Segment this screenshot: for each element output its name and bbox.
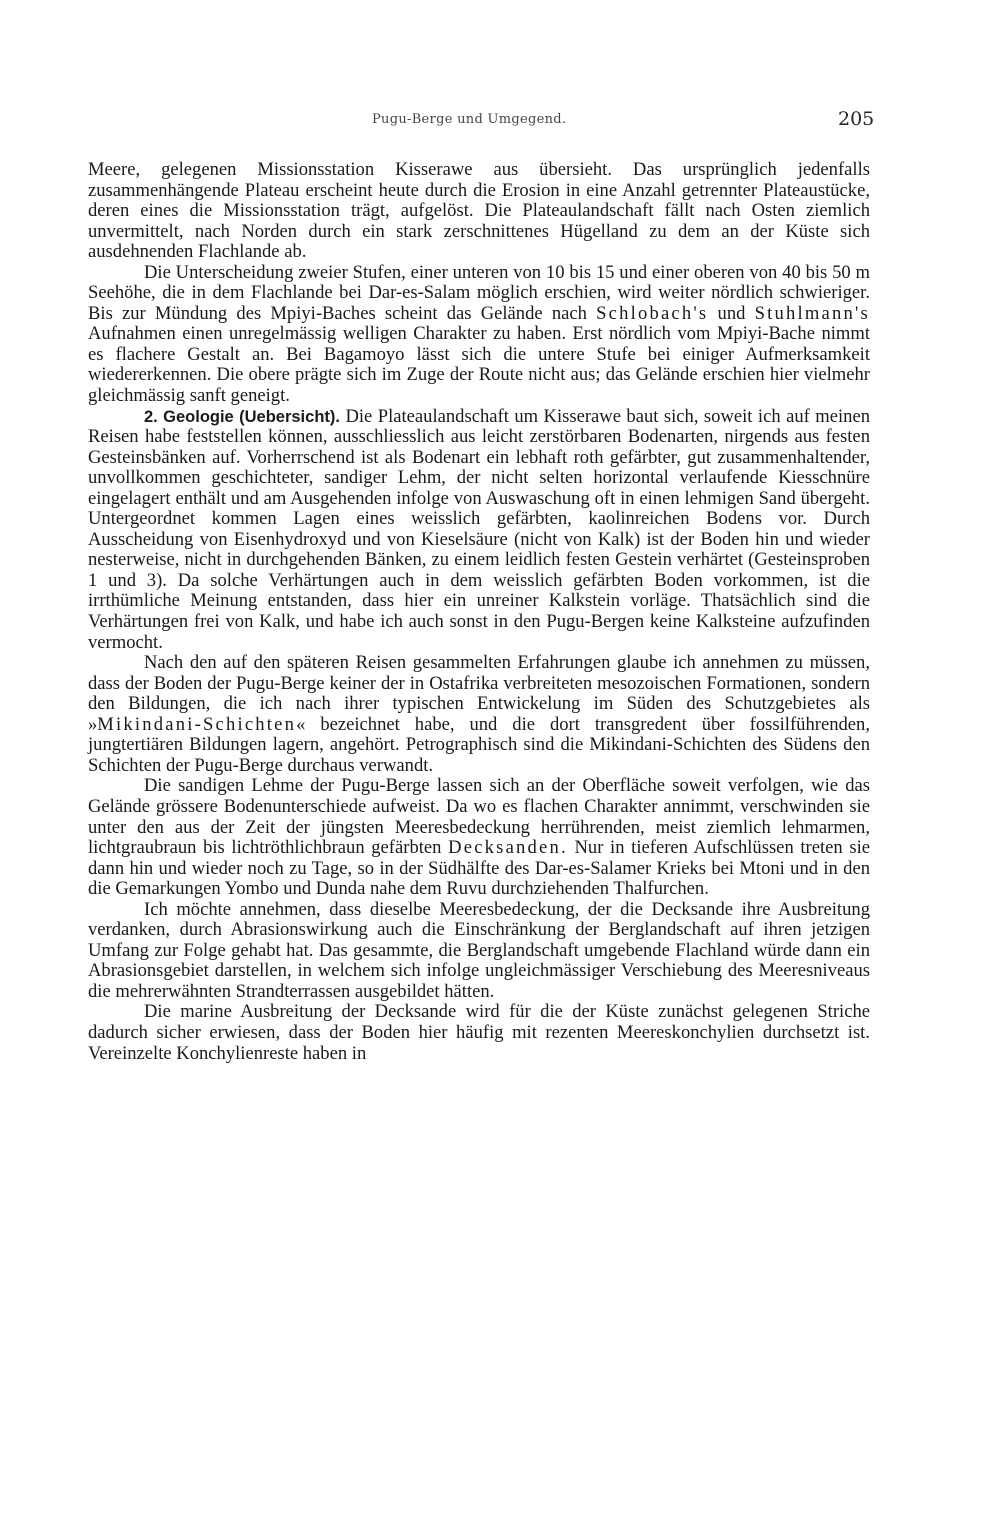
paragraph-text: Ich möchte annehmen, dass dieselbe Meeresbedeckung, der die Decksande ihre Ausbreitung verdanken, durch Abrasionswirkung auch die Einschränkung der Berglandschaft auf ihren jetzigen Umfang zur Folge gehabt hat. Das gesammte, die Berglandschaft umgebende Flachland würde dann ein Abrasionsgebiet darstellen, in welchem sich infolge ungleichmässiger Verschiebung des Meeresniveaus die mehrerwähnten Strandterrassen ausgebildet hätten. bbox=[88, 898, 870, 1002]
paragraph-text: Nur in tieferen Aufschlüssen treten sie dann hin und wieder noch zu Tage, so in der Südhälfte des Dar-es-Salamer Krieks bei Mtoni und in den die Gemarkungen Yombo und Dunda nahe dem Ruvu durchziehenden Thalfurchen. bbox=[88, 837, 871, 900]
running-title: Pugu-Berge und Umgegend. bbox=[372, 112, 567, 127]
section-heading: 2. Geologie (Uebersicht). bbox=[144, 407, 340, 426]
paragraph-1 bbox=[88, 160, 870, 263]
spaced-term: Decksanden. bbox=[448, 837, 568, 859]
paragraph-text: Die sandigen Lehme der Pugu-Berge lassen sich an der Oberfläche soweit verfolgen, wie das Gelände grössere Bodenunterschiede aufweist. Da wo es flachen Charakter annimmt, verschwinden sie unter den aus der Zeit der jüngsten Meeresbedeckung herrührenden, meist ziemlich lehmarmen, lichtgraubraun bis lichtröthlichbraun gefärbten bbox=[88, 775, 870, 859]
paragraph-text: Aufnahmen einen unregelmässig welligen Charakter zu haben. Erst nördlich vom Mpiyi-Bache nimmt es flachere Gestalt an. Bei Bagamoyo lässt sich die untere Stufe bei einiger Aufmerksamkeit wiedererkennen. Die obere prägte sich im Zuge der Route nicht aus; das Gelände erschien hier vielmehr gleichmässig sanft geneigt. bbox=[88, 323, 870, 407]
body-text bbox=[88, 160, 870, 1064]
paragraph-text: und bbox=[717, 302, 746, 324]
paragraph-text: Meere, gelegenen Missionsstation Kisserawe aus übersieht. Das ursprünglich jedenfalls zusammenhängende Plateau erscheint heute durch die Erosion in eine Anzahl getrennter Plateaustücke, deren eines die Missionsstation trägt, aufgelöst. Die Plateaulandschaft fällt nach Osten ziemlich unvermittelt, nach Norden durch ein stark zerschnittenes Hügelland zu dem an der Küste sich ausdehnenden Flachlande ab. bbox=[88, 159, 870, 263]
page-header bbox=[0, 108, 1000, 132]
spaced-name: Stuhlmann's bbox=[754, 302, 870, 324]
paragraph-text: Die marine Ausbreitung der Decksande wird für die der Küste zunächst gelegenen Striche dadurch sicher erwiesen, dass der Boden hier häufig mit rezenten Meereskonchylien durchsetzt ist. Vereinzelte Konchylienreste haben in bbox=[88, 1001, 870, 1064]
spaced-term: Mikindani-Schichten bbox=[97, 713, 297, 735]
paragraph-3 bbox=[88, 407, 870, 654]
paragraph-4 bbox=[88, 653, 870, 776]
paragraph-text: « bezeichnet habe, und die dort transgredent über fossilführenden, jungtertiären Bildungen lagern, angehört. Petrographisch sind die Mikindani-Schichten des Südens den Schichten der Pugu-Berge durchaus verwandt. bbox=[88, 713, 870, 776]
paragraph-7 bbox=[88, 1002, 870, 1064]
page-number: 205 bbox=[838, 108, 875, 130]
paragraph-2 bbox=[88, 263, 870, 407]
paragraph-6 bbox=[88, 900, 870, 1003]
paragraph-5 bbox=[88, 776, 870, 899]
paragraph-text: Die Unterscheidung zweier Stufen, einer unteren von 10 bis 15 und einer oberen von 40 bis 50 m Seehöhe, die in dem Flachlande bei Dar-es-Salam möglich erschien, wird weiter nördlich schwieriger. Bis zur Mündung des Mpiyi-Baches scheint das Gelände nach bbox=[88, 261, 870, 324]
paragraph-text: Nach den auf den späteren Reisen gesammelten Erfahrungen glaube ich annehmen zu müssen, dass der Boden der Pugu-Berge keiner der in Ostafrika verbreiteten mesozoischen Formationen, sondern den Bildungen, die ich nach ihrer typischen Entwickelung im Süden des Schutzgebietes als » bbox=[88, 652, 870, 735]
paragraph-text: Die Plateaulandschaft um Kisserawe baut sich, soweit ich auf meinen Reisen habe feststellen können, ausschliesslich aus leicht zerstörbaren Bodenarten, nirgends aus festen Gesteinsbänken auf. Vorherrschend ist als Bodenart ein lebhaft roth gefärbter, gut zusammenhaltender, unvollkommen geschichteter, sandiger Lehm, der nicht selten horizontal verlaufende Kiesschnüre eingelagert enthält und am Ausgehenden infolge von Auswaschung oft in einen lehmigen Sand übergeht. Untergeordnet kommen Lagen eines weisslich gefärbten, kaolinreichen Bodens vor. Durch Ausscheidung von Eisenhydroxyd und von Kieselsäure (nicht von Kalk) ist der Boden hin und wieder nesterweise, nicht in durchgehenden Bänken, zu einem leidlich festen Gestein verhärtet (Gesteinsproben 1 und 3). Da solche Verhärtungen auch in dem weisslich gefärbten Boden vorkommen, ist die irrthümliche Meinung entstanden, dass hier ein unreiner Kalkstein vorläge. Thatsächlich sind die Verhärtungen frei von Kalk, und habe ich auch sonst in den Pugu-Bergen keine Kalksteine aufzufinden vermocht. bbox=[88, 405, 870, 653]
spaced-name: Schlobach's bbox=[596, 302, 709, 324]
